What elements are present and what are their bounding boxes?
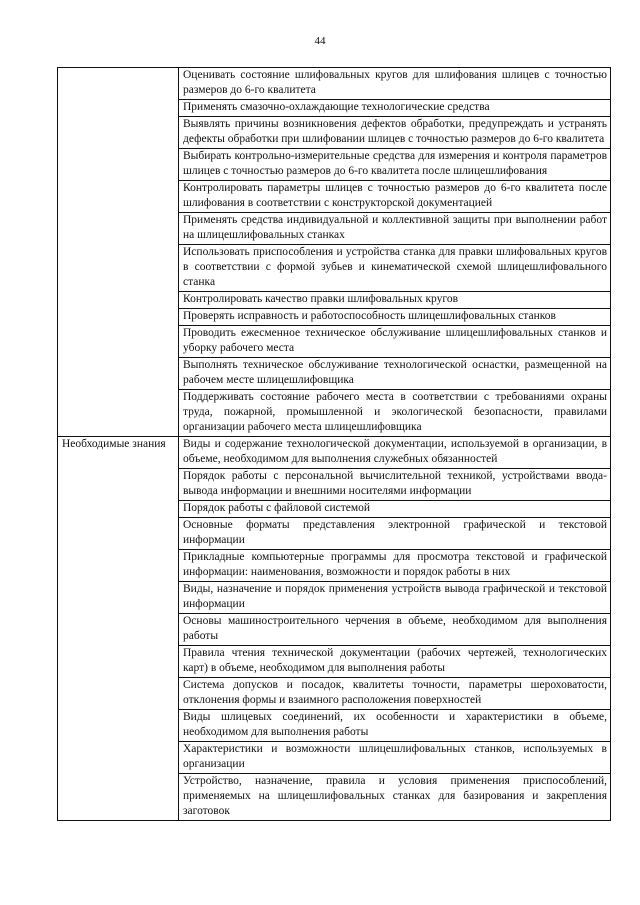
table-row xyxy=(58,68,611,100)
section-label xyxy=(58,68,179,437)
section-label: Необходимые знания xyxy=(58,437,179,821)
requirement-item: Порядок работы с файловой системой xyxy=(179,501,611,518)
requirement-item: Проводить ежесменное техническое обслуживание шлицешлифовальных станков и уборку рабочего места xyxy=(179,326,611,358)
competency-table xyxy=(57,67,611,821)
requirement-item: Использовать приспособления и устройства станка для правки шлифовальных кругов в соответствии с формой зубьев и кинематической схемой шлицешлифовального станка xyxy=(179,245,611,292)
requirement-item: Прикладные компьютерные программы для просмотра текстовой и графической информации: наименования, возможности и порядок работы в них xyxy=(179,550,611,582)
requirement-item: Порядок работы с персональной вычислительной техникой, устройствами ввода-вывода информации и внешними носителями информации xyxy=(179,469,611,501)
requirement-item: Контролировать качество правки шлифовальных кругов xyxy=(179,292,611,309)
requirement-item: Основы машиностроительного черчения в объеме, необходимом для выполнения работы xyxy=(179,614,611,646)
table-row xyxy=(58,437,611,469)
requirement-item: Система допусков и посадок, квалитеты точности, параметры шероховатости, отклонения формы и взаимного расположения поверхностей xyxy=(179,678,611,710)
requirement-item: Поддерживать состояние рабочего места в соответствии с требованиями охраны труда, пожарной, промышленной и экологической безопасности, правилами организации рабочего места шлицешлифовщика xyxy=(179,390,611,437)
requirement-item: Виды, назначение и порядок применения устройств вывода графической и текстовой информации xyxy=(179,582,611,614)
requirement-item: Применять смазочно-охлаждающие технологические средства xyxy=(179,100,611,117)
requirement-item: Характеристики и возможности шлицешлифовальных станков, используемых в организации xyxy=(179,742,611,774)
requirement-item: Виды и содержание технологической документации, используемой в организации, в объеме, необходимом для выполнения служебных обязанностей xyxy=(179,437,611,469)
table-body xyxy=(58,68,611,821)
requirement-item: Основные форматы представления электронной графической и текстовой информации xyxy=(179,518,611,550)
requirement-item: Устройство, назначение, правила и условия применения приспособлений, применяемых на шлицешлифовальных станках для базирования и закрепления заготовок xyxy=(179,774,611,821)
page-number: 44 xyxy=(314,35,326,47)
requirement-item: Применять средства индивидуальной и коллективной защиты при выполнении работ на шлицешлифовальных станках xyxy=(179,213,611,245)
requirement-item: Выполнять техническое обслуживание технологической оснастки, размещенной на рабочем месте шлицешлифовщика xyxy=(179,358,611,390)
requirement-item: Правила чтения технической документации (рабочих чертежей, технологических карт) в объеме, необходимом для выполнения работы xyxy=(179,646,611,678)
requirement-item: Контролировать параметры шлицев с точностью размеров до 6-го квалитета после шлифования в соответствии с конструкторской документацией xyxy=(179,181,611,213)
requirement-item: Оценивать состояние шлифовальных кругов для шлифования шлицев с точностью размеров до 6-го квалитета xyxy=(179,68,611,100)
requirement-item: Виды шлицевых соединений, их особенности и характеристики в объеме, необходимом для выполнения работы xyxy=(179,710,611,742)
requirement-item: Выбирать контрольно-измерительные средства для измерения и контроля параметров шлицев с точностью размеров до 6-го квалитета после шлицешлифования xyxy=(179,149,611,181)
requirement-item: Выявлять причины возникновения дефектов обработки, предупреждать и устранять дефекты обработки при шлифовании шлицев с точностью размеров до 6-го квалитета xyxy=(179,117,611,149)
requirement-item: Проверять исправность и работоспособность шлицешлифовальных станков xyxy=(179,309,611,326)
